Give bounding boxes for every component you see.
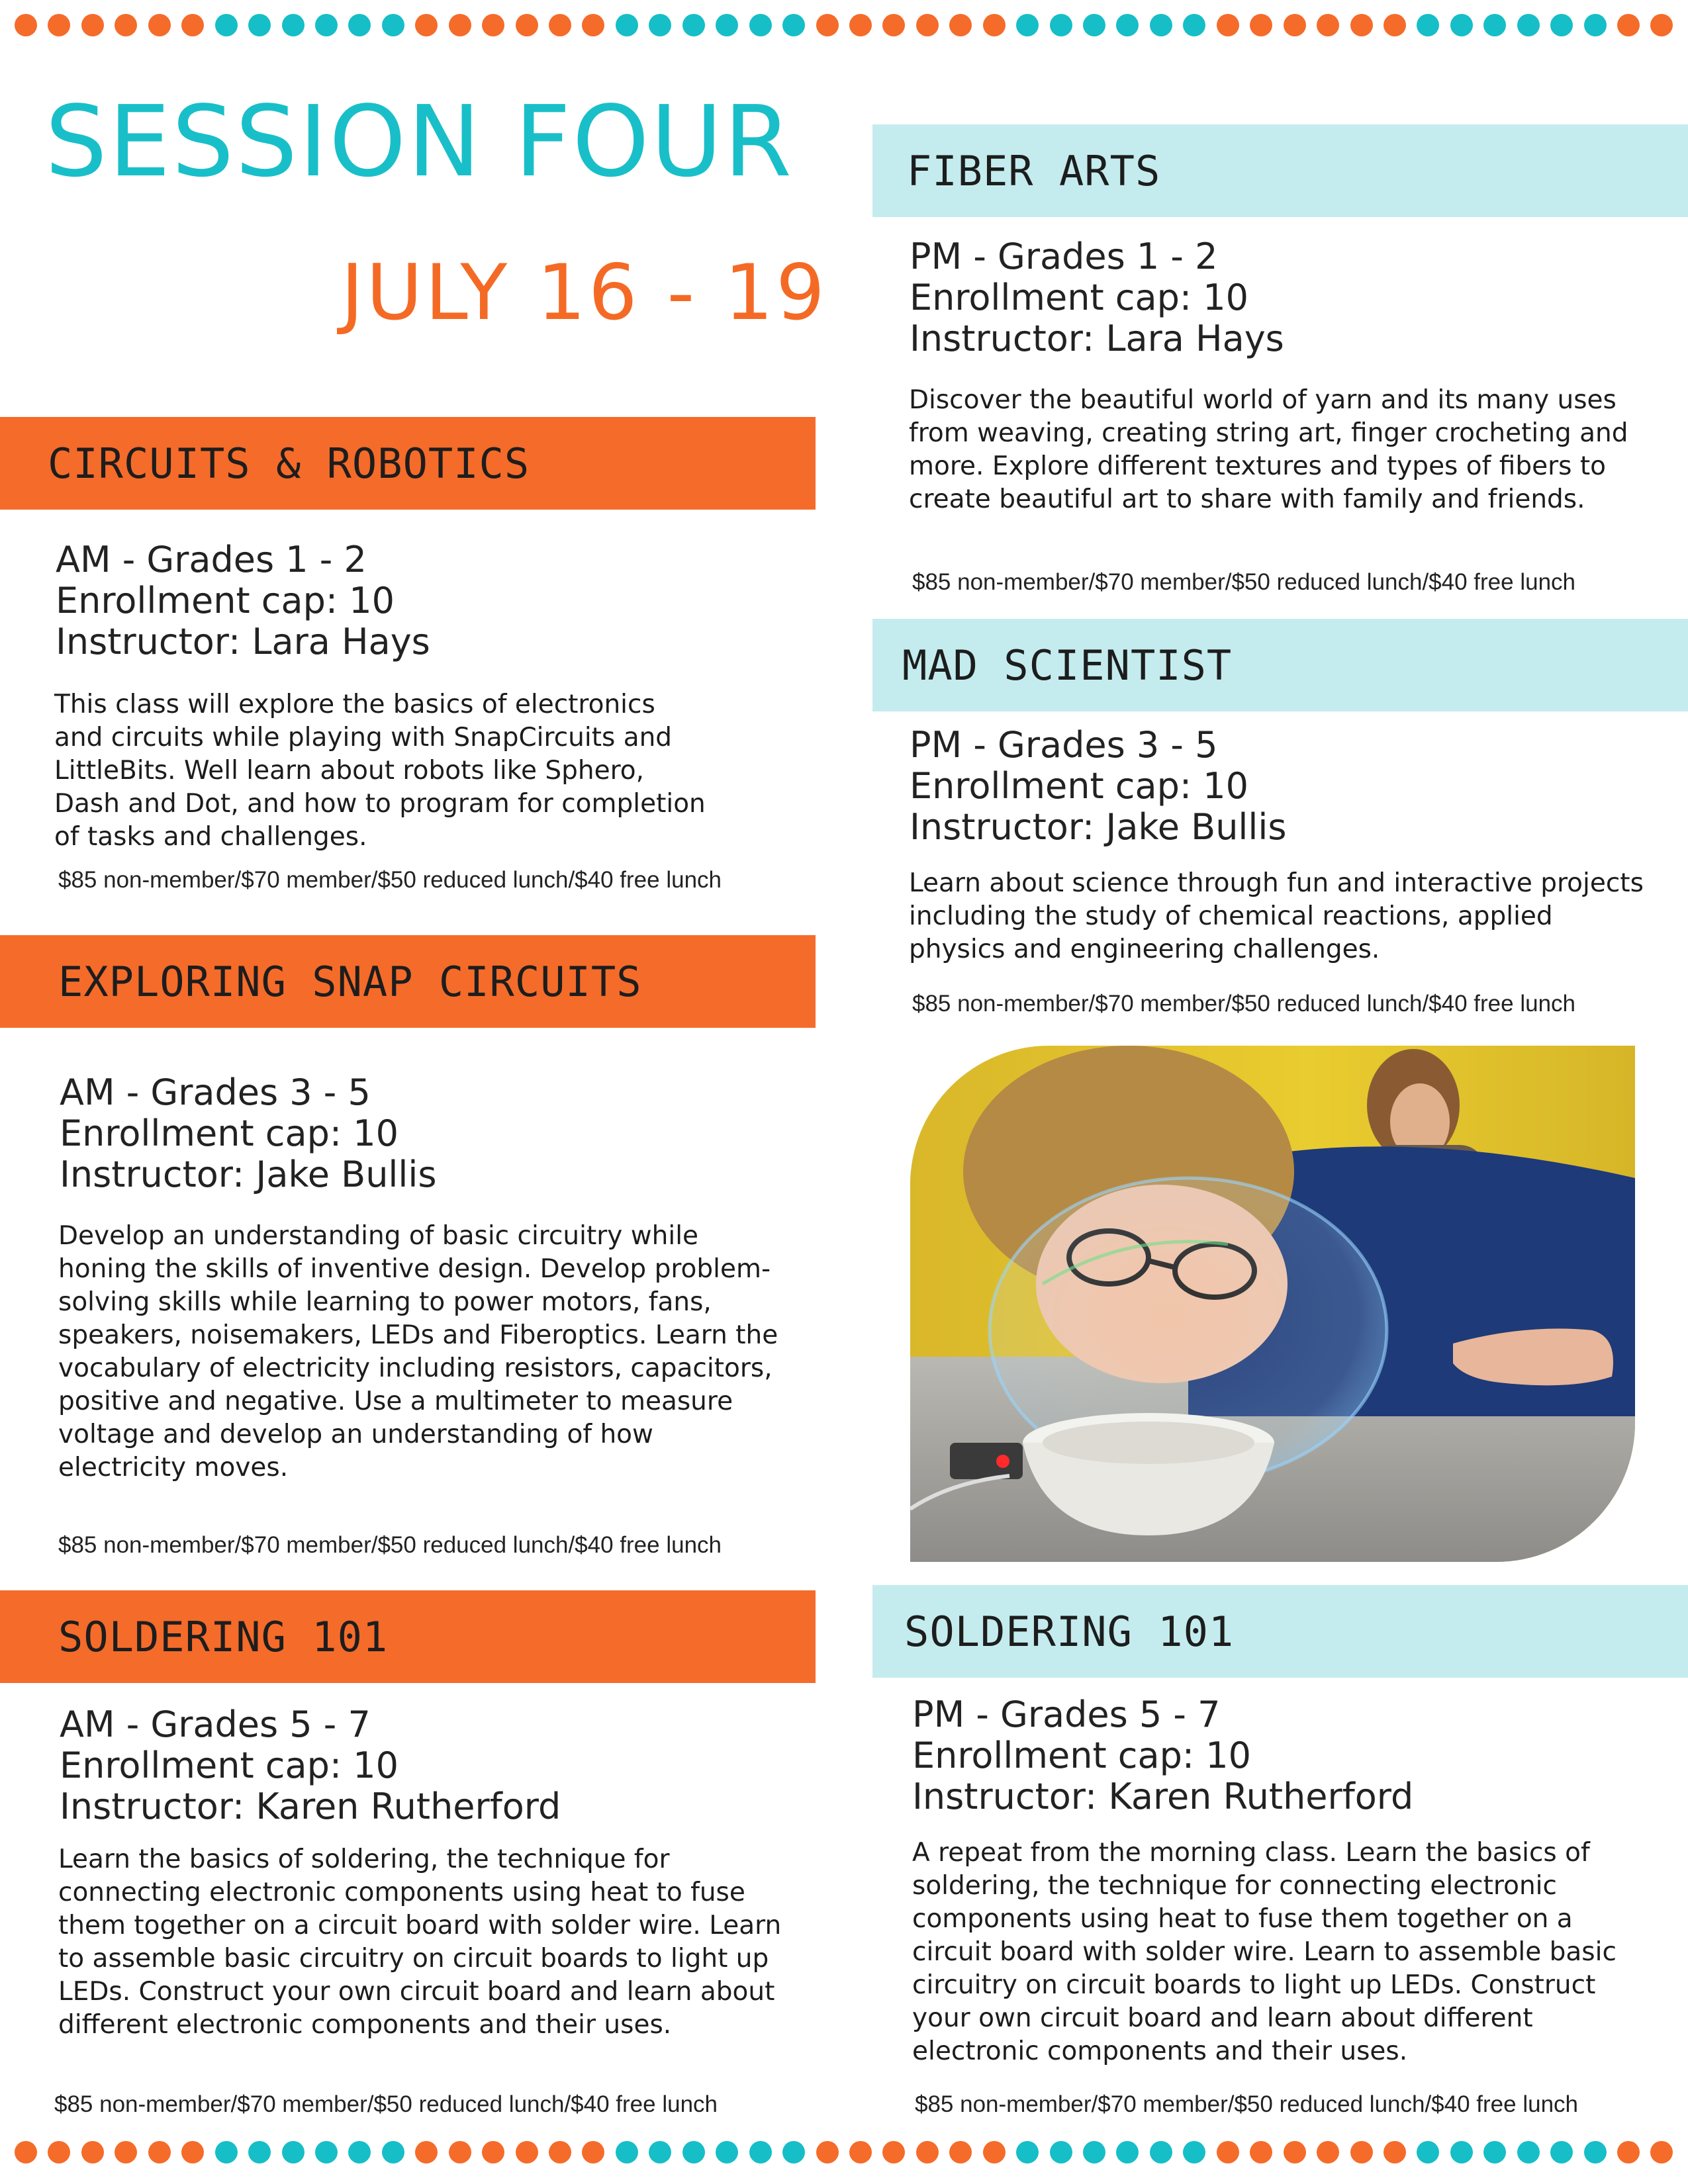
time-grades: PM - Grades 1 - 2 (910, 236, 1218, 277)
decorative-dot (1417, 2141, 1439, 2163)
decorative-dot (1284, 2141, 1306, 2163)
decorative-dot (1317, 14, 1339, 36)
class-price: $85 non-member/$70 member/$50 reduced lunch/$40 free lunch (912, 569, 1576, 595)
decorative-dot (1250, 14, 1272, 36)
class-description: This class will explore the basics of electronics and circuits while playing with SnapCircuits and LittleBits. Well learn about robots like Sphero, Dash and Dot, and how to program for completion of tasks and challenges. (54, 690, 706, 852)
class-details (56, 539, 430, 662)
decorative-dot (1417, 14, 1439, 36)
decorative-dot (148, 14, 171, 36)
decorative-dot (1250, 2141, 1272, 2163)
decorative-dot (1517, 2141, 1540, 2163)
decorative-dot (1550, 14, 1573, 36)
time-grades: AM - Grades 5 - 7 (60, 1704, 371, 1745)
enrollment-cap: Enrollment cap: 10 (60, 1745, 399, 1786)
decorative-dot (382, 2141, 404, 2163)
decorative-dot (682, 2141, 705, 2163)
decorative-dot (115, 2141, 137, 2163)
instructor: Instructor: Karen Rutherford (912, 1776, 1414, 1817)
decorative-dot (1150, 14, 1172, 36)
decorative-dot (849, 14, 872, 36)
decorative-dot (181, 14, 204, 36)
session-title: SESSION FOUR (45, 85, 794, 199)
decorative-dot (816, 14, 839, 36)
time-grades: PM - Grades 3 - 5 (910, 724, 1218, 766)
decorative-dot (882, 14, 905, 36)
decorative-dot (949, 2141, 972, 2163)
decorative-dot (749, 2141, 772, 2163)
decorative-dot (1016, 14, 1039, 36)
decorative-dot (882, 2141, 905, 2163)
decorative-dot (315, 2141, 338, 2163)
decorative-dot (582, 14, 604, 36)
decorative-dot (1383, 2141, 1406, 2163)
class-description: Learn about science through fun and interactive projects including the study of chemical reactions, applied physics and engineering challenges. (909, 868, 1644, 964)
decorative-dot (1517, 14, 1540, 36)
decorative-dot (348, 14, 371, 36)
decorative-dot (415, 14, 438, 36)
decorative-dot (282, 2141, 305, 2163)
decorative-dot (716, 14, 738, 36)
decorative-dot (949, 14, 972, 36)
class-description: Develop an understanding of basic circuitry while honing the skills of inventive design. Develop problem-solving skills while learning to power motors, fans, speakers, noisemakers, LEDs and Fiberoptics. Learn the vocabulary of electricity including resistors, capacitors, positive and negative. Use a multimeter to measure voltage and develop an understanding of how electricity moves. (58, 1221, 778, 1482)
time-grades: AM - Grades 3 - 5 (60, 1071, 371, 1113)
decorative-dot (983, 2141, 1006, 2163)
enrollment-cap: Enrollment cap: 10 (60, 1113, 399, 1154)
decorative-dot (1584, 2141, 1607, 2163)
decorative-dot (1450, 2141, 1473, 2163)
decorative-dot (1183, 14, 1205, 36)
decorative-dot (1284, 14, 1306, 36)
decorative-dot (1617, 2141, 1640, 2163)
bottom-dot-border (0, 2139, 1688, 2165)
decorative-dot (48, 14, 70, 36)
decorative-dot (449, 2141, 471, 2163)
decorative-dot (215, 14, 238, 36)
decorative-dot (983, 14, 1006, 36)
enrollment-cap: Enrollment cap: 10 (910, 277, 1248, 318)
decorative-dot (1317, 2141, 1339, 2163)
decorative-dot (1183, 2141, 1205, 2163)
time-grades: PM - Grades 5 - 7 (912, 1694, 1221, 1735)
decorative-dot (716, 2141, 738, 2163)
decorative-dot (15, 2141, 37, 2163)
class-details (60, 1072, 437, 1195)
decorative-dot (682, 14, 705, 36)
decorative-dot (1584, 14, 1607, 36)
decorative-dot (782, 14, 805, 36)
decorative-dot (1650, 14, 1673, 36)
section-header-fiber-arts (872, 124, 1688, 217)
decorative-dot (1450, 14, 1473, 36)
decorative-dot (1383, 14, 1406, 36)
top-dot-border (0, 12, 1688, 38)
decorative-dot (549, 14, 571, 36)
decorative-dot (1083, 14, 1105, 36)
section-title: SOLDERING 101 (904, 1607, 1235, 1656)
section-title: SOLDERING 101 (58, 1612, 389, 1661)
decorative-dot (482, 2141, 504, 2163)
instructor: Instructor: Lara Hays (56, 621, 430, 662)
enrollment-cap: Enrollment cap: 10 (912, 1735, 1251, 1776)
time-grades: AM - Grades 1 - 2 (56, 539, 367, 580)
section-header-mad-scientist (872, 619, 1688, 711)
class-price: $85 non-member/$70 member/$50 reduced lunch/$40 free lunch (58, 867, 722, 893)
decorative-dot (1050, 14, 1072, 36)
decorative-dot (749, 14, 772, 36)
section-title: EXPLORING SNAP CIRCUITS (58, 957, 642, 1006)
decorative-dot (315, 14, 338, 36)
decorative-dot (616, 14, 638, 36)
decorative-dot (1550, 2141, 1573, 2163)
decorative-dot (816, 2141, 839, 2163)
decorative-dot (916, 14, 939, 36)
class-price: $85 non-member/$70 member/$50 reduced lunch/$40 free lunch (54, 2091, 718, 2117)
section-header-circuits-robotics (0, 417, 816, 510)
decorative-dot (1050, 2141, 1072, 2163)
class-description: Learn the basics of soldering, the technique for connecting electronic components using heat to fuse them together on a circuit board with solder wire. Learn to assemble basic circuitry on circuit boards to light up LEDs. Construct your own circuit board and learn about different electronic components and their uses. (58, 1844, 782, 2040)
decorative-dot (81, 2141, 104, 2163)
instructor: Instructor: Jake Bullis (60, 1154, 437, 1195)
enrollment-cap: Enrollment cap: 10 (910, 765, 1248, 807)
decorative-dot (482, 14, 504, 36)
decorative-dot (81, 14, 104, 36)
decorative-dot (516, 2141, 538, 2163)
decorative-dot (1617, 14, 1640, 36)
decorative-dot (582, 2141, 604, 2163)
decorative-dot (1350, 2141, 1373, 2163)
decorative-dot (1217, 2141, 1239, 2163)
decorative-dot (849, 2141, 872, 2163)
decorative-dot (516, 14, 538, 36)
decorative-dot (1217, 14, 1239, 36)
decorative-dot (1350, 14, 1373, 36)
decorative-dot (1483, 14, 1506, 36)
section-title: CIRCUITS & ROBOTICS (48, 439, 530, 488)
decorative-dot (415, 2141, 438, 2163)
decorative-dot (115, 14, 137, 36)
class-price: $85 non-member/$70 member/$50 reduced lunch/$40 free lunch (58, 1532, 722, 1558)
decorative-dot (1016, 2141, 1039, 2163)
class-details (60, 1704, 561, 1827)
decorative-dot (1083, 2141, 1105, 2163)
section-header-soldering-am (0, 1590, 816, 1683)
class-description: A repeat from the morning class. Learn the basics of soldering, the technique for connecting electronic components using heat to fuse them together on a circuit board with solder wire. Learn to assemble basic circuitry on circuit boards to light up LEDs. Construct your own circuit board and learn about different electronic components and their uses. (912, 1838, 1617, 2066)
decorative-dot (649, 2141, 671, 2163)
decorative-dot (382, 14, 404, 36)
decorative-dot (1150, 2141, 1172, 2163)
decorative-dot (248, 14, 271, 36)
class-details (912, 1694, 1413, 1817)
decorative-dot (181, 2141, 204, 2163)
decorative-dot (1483, 2141, 1506, 2163)
class-description: Discover the beautiful world of yarn and its many uses from weaving, creating string art, finger crocheting and more. Explore different textures and types of fibers to create beautiful art to share with family and friends. (909, 385, 1628, 514)
section-header-snap-circuits (0, 935, 816, 1028)
decorative-dot (282, 14, 305, 36)
decorative-dot (616, 2141, 638, 2163)
decorative-dot (649, 14, 671, 36)
instructor: Instructor: Lara Hays (910, 318, 1284, 359)
decorative-dot (215, 2141, 238, 2163)
decorative-dot (348, 2141, 371, 2163)
decorative-dot (1116, 2141, 1139, 2163)
decorative-dot (782, 2141, 805, 2163)
class-price: $85 non-member/$70 member/$50 reduced lunch/$40 free lunch (912, 991, 1576, 1017)
section-title: MAD SCIENTIST (902, 641, 1233, 690)
decorative-dot (15, 14, 37, 36)
decorative-dot (449, 14, 471, 36)
class-price: $85 non-member/$70 member/$50 reduced lunch/$40 free lunch (915, 2091, 1579, 2117)
class-details (910, 725, 1287, 848)
decorative-dot (916, 2141, 939, 2163)
decorative-dot (248, 2141, 271, 2163)
decorative-dot (1650, 2141, 1673, 2163)
section-header-soldering-pm (872, 1585, 1688, 1678)
decorative-dot (48, 2141, 70, 2163)
decorative-dot (148, 2141, 171, 2163)
instructor: Instructor: Jake Bullis (910, 806, 1287, 848)
instructor: Instructor: Karen Rutherford (60, 1786, 561, 1827)
decorative-dot (1116, 14, 1139, 36)
photo-child-with-bubble (910, 1046, 1635, 1562)
decorative-dot (549, 2141, 571, 2163)
enrollment-cap: Enrollment cap: 10 (56, 580, 395, 621)
photo-image (910, 1046, 1635, 1562)
section-title: FIBER ARTS (907, 146, 1161, 195)
class-details (910, 236, 1284, 359)
session-dates: JULY 16 - 19 (341, 248, 827, 338)
